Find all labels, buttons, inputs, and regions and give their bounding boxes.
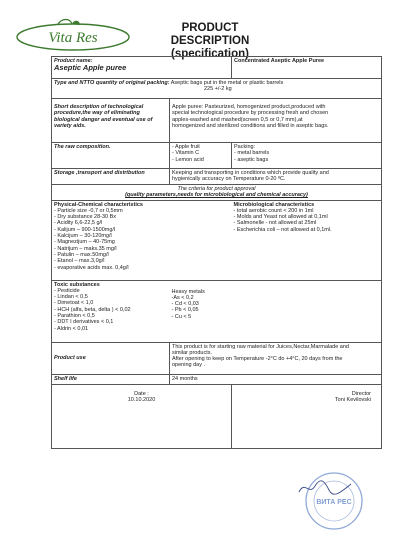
composition-packing-label: Packing:	[234, 144, 256, 150]
storage-label: Storage ,transport and distribution	[52, 169, 170, 185]
criteria-line-2: (quality parameters,needs for microbiological and chemical accuracy)	[125, 192, 308, 199]
micro-item-2: - Molds and Yeast not allowed at 0,1ml	[233, 214, 328, 221]
physchem-item-6: - Magnezijum – 40-75mg	[54, 239, 115, 246]
date-value: 10.10.2020	[127, 396, 156, 403]
characteristics-row	[52, 200, 382, 280]
composition-item-1: - Apple fruit	[172, 144, 200, 150]
product-name-cell	[52, 57, 232, 79]
composition-label: The raw composition.	[52, 143, 170, 169]
metals-title: Heavy metals	[171, 288, 205, 295]
toxic-item-6: - DDT I derivatives < 0,1	[54, 319, 114, 326]
physchem-item-5: - Kalcijum – 30-120mg/l	[54, 233, 112, 240]
product-use-value-2: similar products.	[172, 349, 213, 356]
product-use-label: Product use	[52, 342, 170, 374]
technology-value-cell	[170, 99, 382, 143]
shelf-life-value: 24 months	[170, 374, 382, 384]
product-name-value: Aseptic Apple puree	[54, 63, 127, 73]
specification-table	[51, 56, 382, 449]
storage-value-2: hygienically accuracy on Temperature 0-20 ºC.	[172, 176, 286, 183]
technology-label-cell	[52, 99, 170, 143]
composition-row	[52, 143, 382, 169]
logo-text: Vita Res	[48, 30, 98, 46]
physchem-item-10: - evaporative acids max. 0,4g/l	[54, 264, 129, 271]
director-name: Toni Kevilovski	[334, 396, 371, 403]
technology-label-1: Short description of technological	[54, 104, 144, 110]
criteria-row	[52, 185, 382, 201]
packing-cell	[52, 79, 382, 99]
product-use-value-1: This product is for starting raw material for Juices,Nectar,Marmalade and	[172, 343, 349, 350]
product-name-row	[52, 57, 382, 79]
technology-value-2: special technological procedure by processing fresh and chosen	[172, 110, 329, 117]
metals-item-3: - Pb < 0,05	[171, 307, 199, 314]
shelf-life-label: Shelf life	[52, 374, 170, 384]
micro-item-1: - total aerobic count < 200 in 1ml	[233, 207, 314, 214]
product-use-value-3: After opening to keep on Temperature -2°C do +4°C, 20 days from the	[172, 356, 343, 363]
toxic-item-4: - HCH (alfa, beta, delta ) < 0,02	[54, 306, 131, 313]
criteria-line-1: The criteria for product approval	[177, 186, 256, 192]
shelf-life-row	[52, 374, 382, 384]
technology-label-3: biological danger and eventual use of	[54, 116, 153, 123]
physchem-title: Physical-Chemical characteristics	[54, 201, 143, 208]
composition-packing-cell	[232, 143, 382, 169]
physchem-item-2: - Dry substance 28-30 Bx	[54, 214, 117, 221]
technology-value-4: homogenized and sterilized conditions and filled in aseptic bags.	[172, 122, 329, 129]
metals-cell	[170, 280, 382, 342]
physchem-item-4: - Kalijum – 900-1500mg/l	[54, 226, 116, 233]
composition-packing-item-2: - aseptic bags	[234, 156, 269, 163]
toxic-cell	[52, 280, 170, 342]
date-cell	[52, 384, 232, 448]
packing-label: Type and NTTO quantity of original packing:	[54, 80, 170, 86]
director-label: Director	[351, 390, 371, 397]
metals-item-1: -As < 0,2	[171, 294, 194, 301]
product-name-label: Product name:	[54, 58, 93, 64]
composition-item-3: - Lemon acid	[172, 156, 204, 163]
toxic-item-1: - Pesticide	[54, 287, 80, 294]
micro-title: Microbiological characteristics	[233, 201, 315, 208]
director-signature	[295, 478, 355, 498]
micro-item-3: - Salmonelle - not allowed at 25ml	[233, 220, 317, 227]
company-logo	[14, 18, 132, 52]
packing-value-1: Aseptic bags put in the metal or plastic barrels	[170, 80, 284, 86]
toxic-item-2: - Lindan < 0,5	[54, 294, 88, 301]
footer-row	[52, 384, 382, 448]
toxic-title: Toxic substances	[54, 281, 100, 288]
criteria-cell	[52, 185, 382, 201]
composition-items-cell	[170, 143, 232, 169]
product-use-value-4: opening day .	[172, 362, 206, 369]
composition-packing-item-1: - metal barrels	[234, 150, 270, 157]
product-name-right: Concentrated Aseptic Apple Puree	[232, 57, 382, 79]
packing-row	[52, 79, 382, 99]
toxic-item-3: - Dimetoat < 1,0	[54, 300, 94, 307]
storage-value-cell	[170, 169, 382, 185]
packing-value-2: 225 +/-2 kg	[204, 86, 232, 93]
technology-row	[52, 99, 382, 143]
physchem-item-9: - Etanol – max.3,0g/l	[54, 258, 105, 265]
technology-value-1: Apple puree: Pasteurized, homogenized product,produced with	[172, 104, 326, 110]
title-line-2: (specification)	[171, 48, 249, 60]
technology-label-2: procedure,the way of eliminating	[54, 110, 140, 117]
technology-label-4: variety aids.	[54, 122, 86, 129]
director-cell	[232, 384, 382, 448]
toxic-item-5: - Parathion < 0,5	[54, 313, 95, 320]
stamp-text: ВИТА РЕС	[316, 499, 352, 506]
toxic-item-7: - Aldrin < 0,01	[54, 325, 89, 332]
physchem-cell	[52, 200, 232, 280]
micro-item-4: - Escherichia coli – not allowed at 0,1ml.	[233, 226, 332, 233]
physchem-item-1: - Particle size -0,7 or 0,5mm	[54, 207, 123, 214]
toxic-row	[52, 280, 382, 342]
physchem-item-3: - Acidity 6,6-22,5 g/l	[54, 220, 103, 227]
metals-item-2: - Cd < 0,03	[171, 301, 199, 308]
physchem-item-8: - Patulin – max.50mg/l	[54, 251, 109, 258]
product-use-value-cell	[170, 342, 382, 374]
storage-value-1: Keeping and transporting in conditions which provide quality and	[172, 170, 329, 176]
technology-value-3: apples-washed and mashed(screen 0,5 or 0,7 mm),at	[172, 116, 303, 123]
composition-item-2: - Vitamin C	[172, 150, 200, 157]
storage-row	[52, 169, 382, 185]
physchem-item-7: - Natrijum – maks.35 mg/l	[54, 245, 117, 252]
metals-item-4: - Cu < 5	[171, 313, 192, 320]
product-use-row	[52, 342, 382, 374]
date-label: Date :	[134, 390, 149, 397]
title-line-1: PRODUCT DESCRIPTION	[170, 22, 250, 47]
micro-cell	[232, 200, 382, 280]
